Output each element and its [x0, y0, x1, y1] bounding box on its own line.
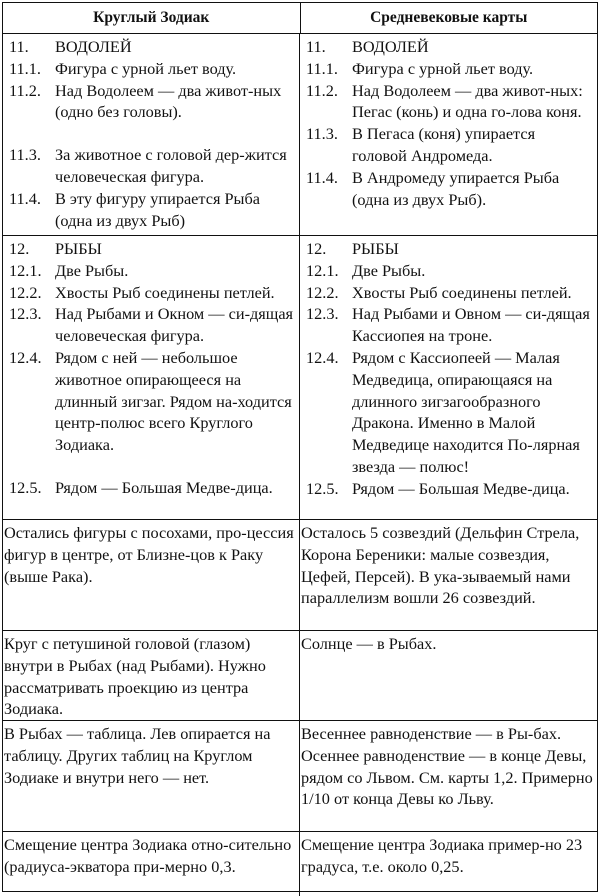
header-medieval-maps: Средневековые карты [370, 9, 528, 26]
note-round: Смещение центра Зодиака отно-сительно (радиуса-экватора при-мерно 0,3. [3, 832, 300, 896]
item-text: Две Рыбы. [55, 260, 129, 280]
item-number: 12.5. [306, 478, 339, 498]
item-number: 11.4. [306, 167, 338, 187]
item-text: В эту фигуру упирается Рыба (одна из двух Рыб) [55, 188, 261, 230]
list-item [306, 303, 593, 347]
section-heading: ВОДОЛЕЙ [352, 37, 429, 56]
list-item [306, 167, 593, 211]
table-row-pisces [3, 236, 597, 520]
list-item [306, 58, 593, 80]
item-number: 11.4. [9, 188, 41, 208]
section-number: 11. [9, 37, 29, 56]
note-medieval: Смещение центра Зодиака пример-но 23 градуса, т.е. около 0,25. [301, 835, 583, 876]
list-item [9, 303, 295, 347]
cell-pisces-round [3, 236, 300, 519]
item-text: Рядом с ней — небольшое животное опирающееся на длинный зигзаг. Рядом на-ходится центр-полюс всего Круглого Зодиака. [55, 347, 292, 455]
section-number: 12. [9, 239, 30, 258]
list-item [9, 477, 295, 499]
note-medieval: Солнце — в Рыбах. [301, 634, 437, 653]
item-text: Рядом с Кассиопеей — Малая Медведица, опирающаяся на длинного зигзагообразного Дракона. Именно в Малой Медведице находится По-лярная звезда — полюс! [352, 347, 580, 476]
item-text: За животное с головой дер-жится человеческая фигура. [55, 145, 287, 186]
item-number: 11.1. [9, 58, 41, 78]
list-item [9, 260, 295, 282]
item-number: 12.1. [9, 260, 42, 280]
item-text: Над Водолеем — два живот-ных: Пегас (конь) и одна го-лова коня. [352, 80, 583, 122]
list-item [9, 144, 295, 188]
list-item [9, 282, 295, 304]
item-number: 12.5. [9, 477, 42, 497]
section-heading: РЫБЫ [55, 239, 102, 258]
item-text: Две Рыбы. [352, 260, 426, 280]
list-item [9, 80, 295, 124]
cell-aquarius-medieval [300, 34, 597, 235]
item-text: Фигура с урной льет воду. [352, 58, 534, 78]
list-item [9, 58, 295, 80]
item-text: Фигура с урной льет воду. [55, 58, 237, 78]
cell-pisces-medieval [300, 236, 597, 519]
table-row-note [3, 832, 597, 896]
item-text: Хвосты Рыб соединены петлей. [55, 282, 275, 302]
item-text: Рядом — Большая Медве-дица. [55, 477, 273, 497]
section-title [9, 36, 295, 58]
item-number: 11.1. [306, 58, 338, 78]
table-header [3, 3, 597, 34]
table-row-note [3, 520, 597, 631]
list-item [306, 478, 593, 500]
table-row-note [3, 721, 597, 832]
list-item [306, 80, 593, 124]
section-title [9, 238, 295, 260]
note-round: В Рыбах — таблица. Лев опирается на таблицу. Других таблиц на Круглом Зодиаке и внутри него — нет. [3, 721, 300, 831]
note-medieval: Осталось 5 созвездий (Дельфин Стрела, Корона Береники: малые созвездия, Цефей, Персей). В ука-зываемый нами параллелизм вошли 26 созвездий. [301, 523, 580, 608]
list-item [306, 260, 593, 282]
item-text: Над Рыбами и Овном — си-дящая Кассиопея на троне. [352, 304, 590, 346]
item-number: 12.2. [9, 282, 42, 302]
item-number: 12.3. [306, 304, 339, 324]
item-text: Над Рыбами и Окном — си-дящая человеческая фигура. [55, 304, 294, 346]
note-medieval: Весеннее равноденствие — в Ры-бах. Осеннее равноденствие — в конце Девы, рядом со Львом. См. карты 1,2. Примерно 1/10 от конца Девы ко Льву. [301, 724, 593, 809]
comparison-table [2, 2, 598, 892]
item-text: В Пегаса (коня) упирается головой Андромеда. [352, 124, 536, 165]
section-title [306, 36, 593, 58]
item-number: 12.1. [306, 260, 339, 280]
table-row-aquarius [3, 34, 597, 236]
item-number: 12.4. [306, 347, 339, 367]
item-text: Хвосты Рыб соединены петлей. [352, 282, 572, 302]
item-text: Над Водолеем — два живот-ных (одно без головы). [55, 80, 282, 122]
list-item [306, 347, 593, 478]
list-item [9, 347, 295, 456]
table-row-note [3, 631, 597, 721]
list-item [9, 188, 295, 232]
cell-aquarius-round [3, 34, 300, 235]
section-number: 12. [306, 239, 327, 258]
item-number: 11.3. [9, 145, 41, 165]
item-text: В Андромеду упирается Рыба (одна из двух Рыб). [352, 167, 560, 209]
section-title [306, 238, 593, 260]
item-number: 11.2. [306, 80, 338, 100]
item-number: 12.3. [9, 304, 42, 324]
item-number: 11.3. [306, 124, 338, 144]
note-round: Круг с петушиной головой (глазом) внутри в Рыбах (над Рыбами). Нужно рассматривать проекцию из центра Зодиака. [3, 631, 300, 720]
section-number: 11. [306, 37, 326, 56]
item-number: 11.2. [9, 80, 41, 100]
list-item [306, 282, 593, 304]
item-number: 12.4. [9, 347, 42, 367]
list-item [306, 123, 593, 167]
item-number: 12.2. [306, 282, 339, 302]
note-round: Остались фигуры с посохами, про-цессия фигур в центре, от Близне-цов к Раку (выше Рака). [3, 520, 300, 630]
section-heading: ВОДОЛЕЙ [55, 37, 132, 56]
header-round-zodiac: Круглый Зодиак [3, 3, 301, 33]
item-text: Рядом — Большая Медве-дица. [352, 478, 570, 498]
section-heading: РЫБЫ [352, 239, 399, 258]
